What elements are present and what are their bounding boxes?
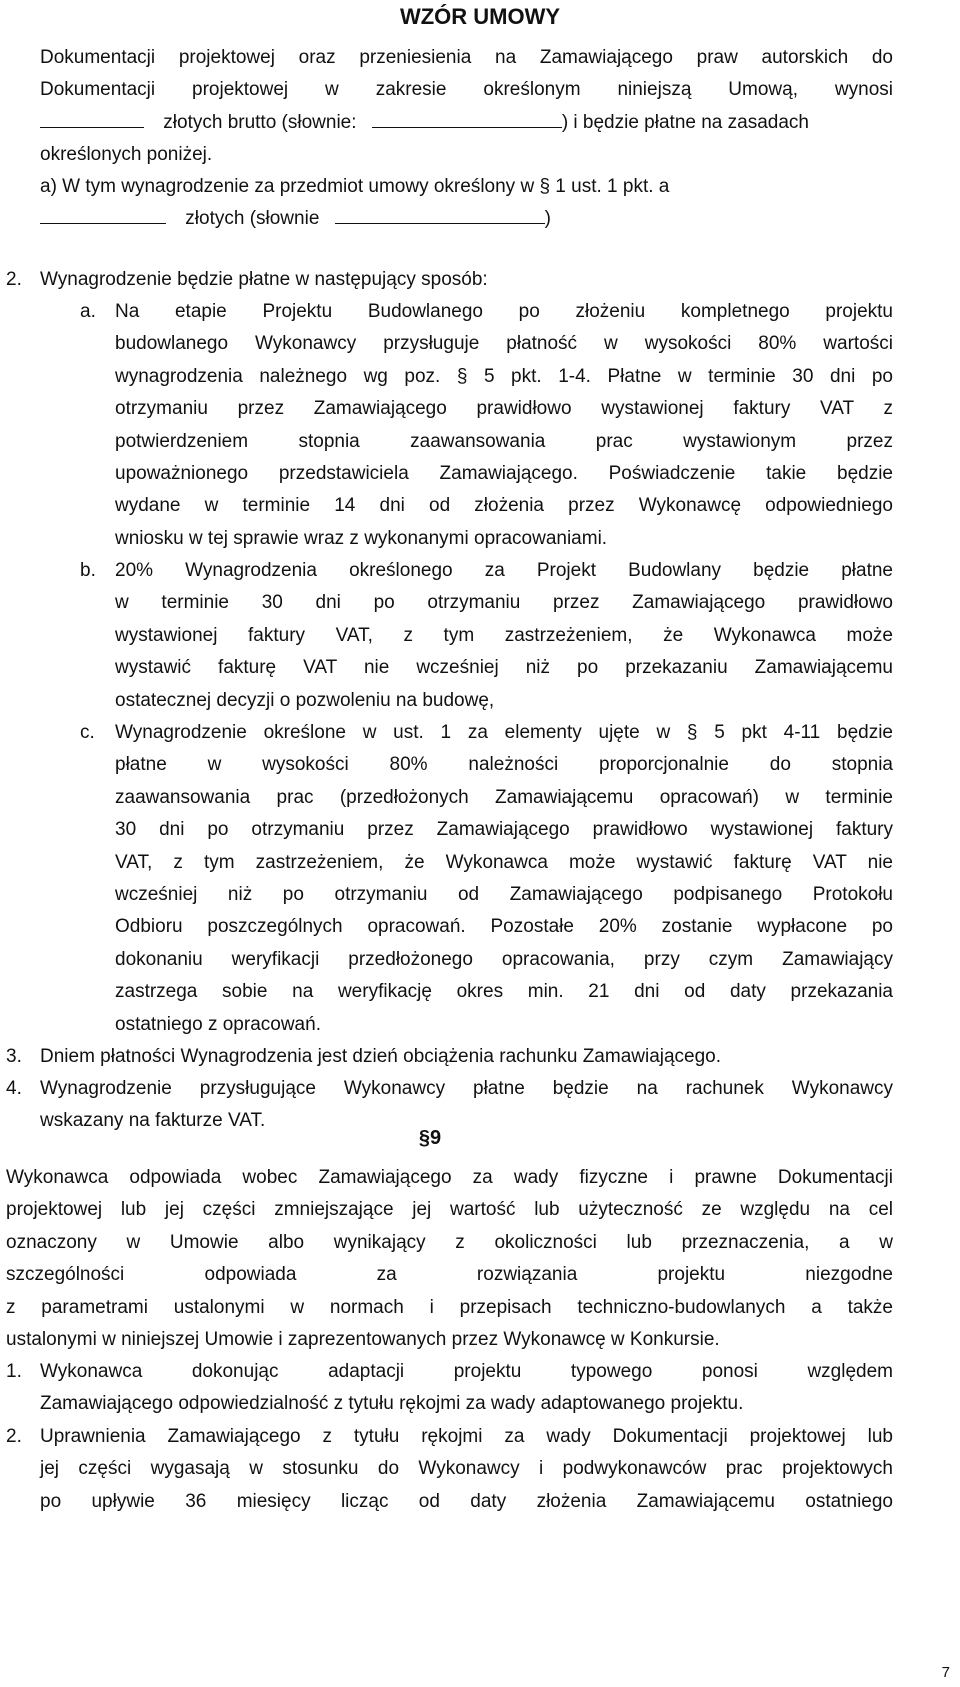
point-2a-line: Na etapie Projektu Budowlanego po złożeniu kompletnego projektu bbox=[115, 301, 893, 322]
point-a-line: a) W tym wynagrodzenie za przedmiot umowy określony w § 1 ust. 1 pkt. a bbox=[40, 176, 670, 197]
point-a bbox=[40, 171, 893, 236]
intro-line-with-blanks bbox=[40, 107, 893, 139]
intro-line: określonych poniżej. bbox=[40, 144, 213, 166]
point-a-line-with-blanks bbox=[40, 203, 893, 235]
section-9-item-2-line: po upływie 36 miesięcy licząc od daty złożenia Zamawiającemu ostatniego bbox=[40, 1490, 893, 1512]
point-3-text: Dniem płatności Wynagrodzenia jest dzień obciążenia rachunku Zamawiającego. bbox=[40, 1046, 722, 1067]
document-title: WZÓR UMOWY bbox=[399, 4, 561, 29]
point-2c-label: c. bbox=[80, 722, 95, 743]
point-2a-line: upoważnionego przedstawiciela Zamawiającego. Poświadczenie takie będzie bbox=[115, 463, 893, 485]
point-2c-line: wcześniej niż po otrzymaniu od Zamawiającego podpisanego Protokołu bbox=[115, 884, 893, 906]
point-2c-line: zastrzega sobie na weryfikację okres min. 21 dni od daty przekazania bbox=[115, 981, 893, 1003]
point-2c-line: Wynagrodzenie określone w ust. 1 za elementy ujęte w § 5 pkt 4-11 będzie bbox=[115, 722, 893, 743]
point-2a-text bbox=[115, 296, 893, 555]
section-9-paragraph bbox=[6, 1162, 893, 1356]
intro-fragment: złotych brutto (słownie: bbox=[163, 111, 357, 133]
intro-line: Dokumentacji projektowej w zakresie określonym niniejszą Umową, wynosi bbox=[40, 79, 893, 101]
point-2-number: 2. bbox=[6, 269, 22, 290]
point-2a-line: otrzymaniu przez Zamawiającego prawidłowo wystawionej faktury VAT z bbox=[115, 398, 893, 420]
intro-fragment: ) i będzie płatne na zasadach bbox=[561, 111, 809, 133]
amount-words-blank bbox=[335, 205, 545, 224]
section-9-line: ustalonymi w niniejszej Umowie i zaprezentowanych przez Wykonawcę w Konkursie. bbox=[6, 1329, 720, 1351]
point-2a-line: budowlanego Wykonawcy przysługuje płatność w wysokości 80% wartości bbox=[115, 333, 893, 355]
point-2a-line: potwierdzeniem stopnia zaawansowania prac wystawionym przez bbox=[115, 430, 893, 452]
point-2b-label: b. bbox=[80, 560, 96, 581]
section-9-item-2 bbox=[40, 1421, 893, 1518]
intro-line: Dokumentacji projektowej oraz przeniesienia na Zamawiającego praw autorskich do bbox=[40, 47, 893, 68]
amount-blank bbox=[40, 205, 166, 224]
amount-words-blank bbox=[372, 109, 562, 128]
section-9-line: projektowej lub jej części zmniejszające jej wartość lub użyteczność ze względu na cel bbox=[6, 1199, 893, 1221]
point-2c-line: zaawansowania prac (przedłożonych Zamawiającemu opracowań) w terminie bbox=[115, 786, 893, 808]
point-2c-line: VAT, z tym zastrzeżeniem, że Wykonawca może wystawić fakturę VAT nie bbox=[115, 851, 893, 873]
point-a-fragment: ) bbox=[544, 208, 551, 230]
point-2c-line: Odbioru poszczególnych opracowań. Pozostałe 20% zostanie wypłacone po bbox=[115, 916, 893, 938]
point-2b-line: wystawionej faktury VAT, z tym zastrzeżeniem, że Wykonawca może bbox=[115, 624, 893, 646]
point-2b-line: 20% Wynagrodzenia określonego za Projekt Budowlany będzie płatne bbox=[115, 560, 893, 581]
intro-paragraph bbox=[40, 42, 893, 172]
point-4-number: 4. bbox=[6, 1078, 22, 1099]
point-2b-line: w terminie 30 dni po otrzymaniu przez Zamawiającego prawidłowo bbox=[115, 592, 893, 614]
section-9-item-1-number: 1. bbox=[6, 1361, 22, 1382]
section-9-line: szczególności odpowiada za rozwiązania projektu niezgodne bbox=[6, 1264, 893, 1286]
point-2a-label: a. bbox=[80, 301, 96, 322]
point-2a-line: wniosku w tej sprawie wraz z wykonanymi opracowaniami. bbox=[115, 527, 608, 549]
section-9-item-2-line: Uprawnienia Zamawiającego z tytułu rękojmi za wady Dokumentacji projektowej lub bbox=[40, 1426, 893, 1447]
point-4-line: Wynagrodzenie przysługujące Wykonawcy płatne będzie na rachunek Wykonawcy bbox=[40, 1078, 893, 1099]
point-2c-line: 30 dni po otrzymaniu przez Zamawiającego prawidłowo wystawionej faktury bbox=[115, 819, 893, 841]
point-2c-text bbox=[115, 717, 893, 1041]
point-2c-line: płatne w wysokości 80% należności proporcjonalnie do stopnia bbox=[115, 754, 893, 776]
section-9-line: z parametrami ustalonymi w normach i przepisach techniczno-budowlanych a także bbox=[6, 1296, 893, 1318]
point-2b-text bbox=[115, 555, 893, 717]
point-2b-line: ostatecznej decyzji o pozwoleniu na budowę, bbox=[115, 689, 495, 711]
amount-blank bbox=[40, 109, 144, 128]
point-a-fragment: złotych (słownie bbox=[185, 208, 320, 230]
section-9-item-1 bbox=[40, 1356, 893, 1421]
point-2c-line: dokonaniu weryfikacji przedłożonego opracowania, przy czym Zamawiający bbox=[115, 948, 893, 970]
point-4-line: wskazany na fakturze VAT. bbox=[40, 1110, 266, 1132]
section-heading: §9 bbox=[418, 1127, 442, 1149]
point-2c-line: ostatniego z opracowań. bbox=[115, 1013, 321, 1035]
section-9-line: oznaczony w Umowie albo wynikający z okoliczności lub przeznaczenia, a w bbox=[6, 1231, 893, 1253]
section-9-item-2-line: jej części wygasają w stosunku do Wykonawcy i podwykonawców prac projektowych bbox=[40, 1458, 893, 1480]
point-2a-line: wydane w terminie 14 dni od złożenia przez Wykonawcę odpowiedniego bbox=[115, 495, 893, 517]
point-2a-line: wynagrodzenia należnego wg poz. § 5 pkt. 1-4. Płatne w terminie 30 dni po bbox=[115, 365, 893, 387]
point-3-number: 3. bbox=[6, 1046, 22, 1067]
page-number: 7 bbox=[941, 1664, 950, 1681]
point-2-text: Wynagrodzenie będzie płatne w następujący sposób: bbox=[40, 269, 488, 290]
point-2b-line: wystawić fakturę VAT nie wcześniej niż po przekazaniu Zamawiającemu bbox=[115, 657, 893, 679]
section-9-item-1-line: Wykonawca dokonując adaptacji projektu typowego ponosi względem bbox=[40, 1361, 893, 1382]
section-9-item-2-number: 2. bbox=[6, 1426, 22, 1447]
section-9-line: Wykonawca odpowiada wobec Zamawiającego za wady fizyczne i prawne Dokumentacji bbox=[6, 1167, 893, 1188]
section-9-item-1-line: Zamawiającego odpowiedzialność z tytułu rękojmi za wady adaptowanego projektu. bbox=[40, 1393, 744, 1415]
